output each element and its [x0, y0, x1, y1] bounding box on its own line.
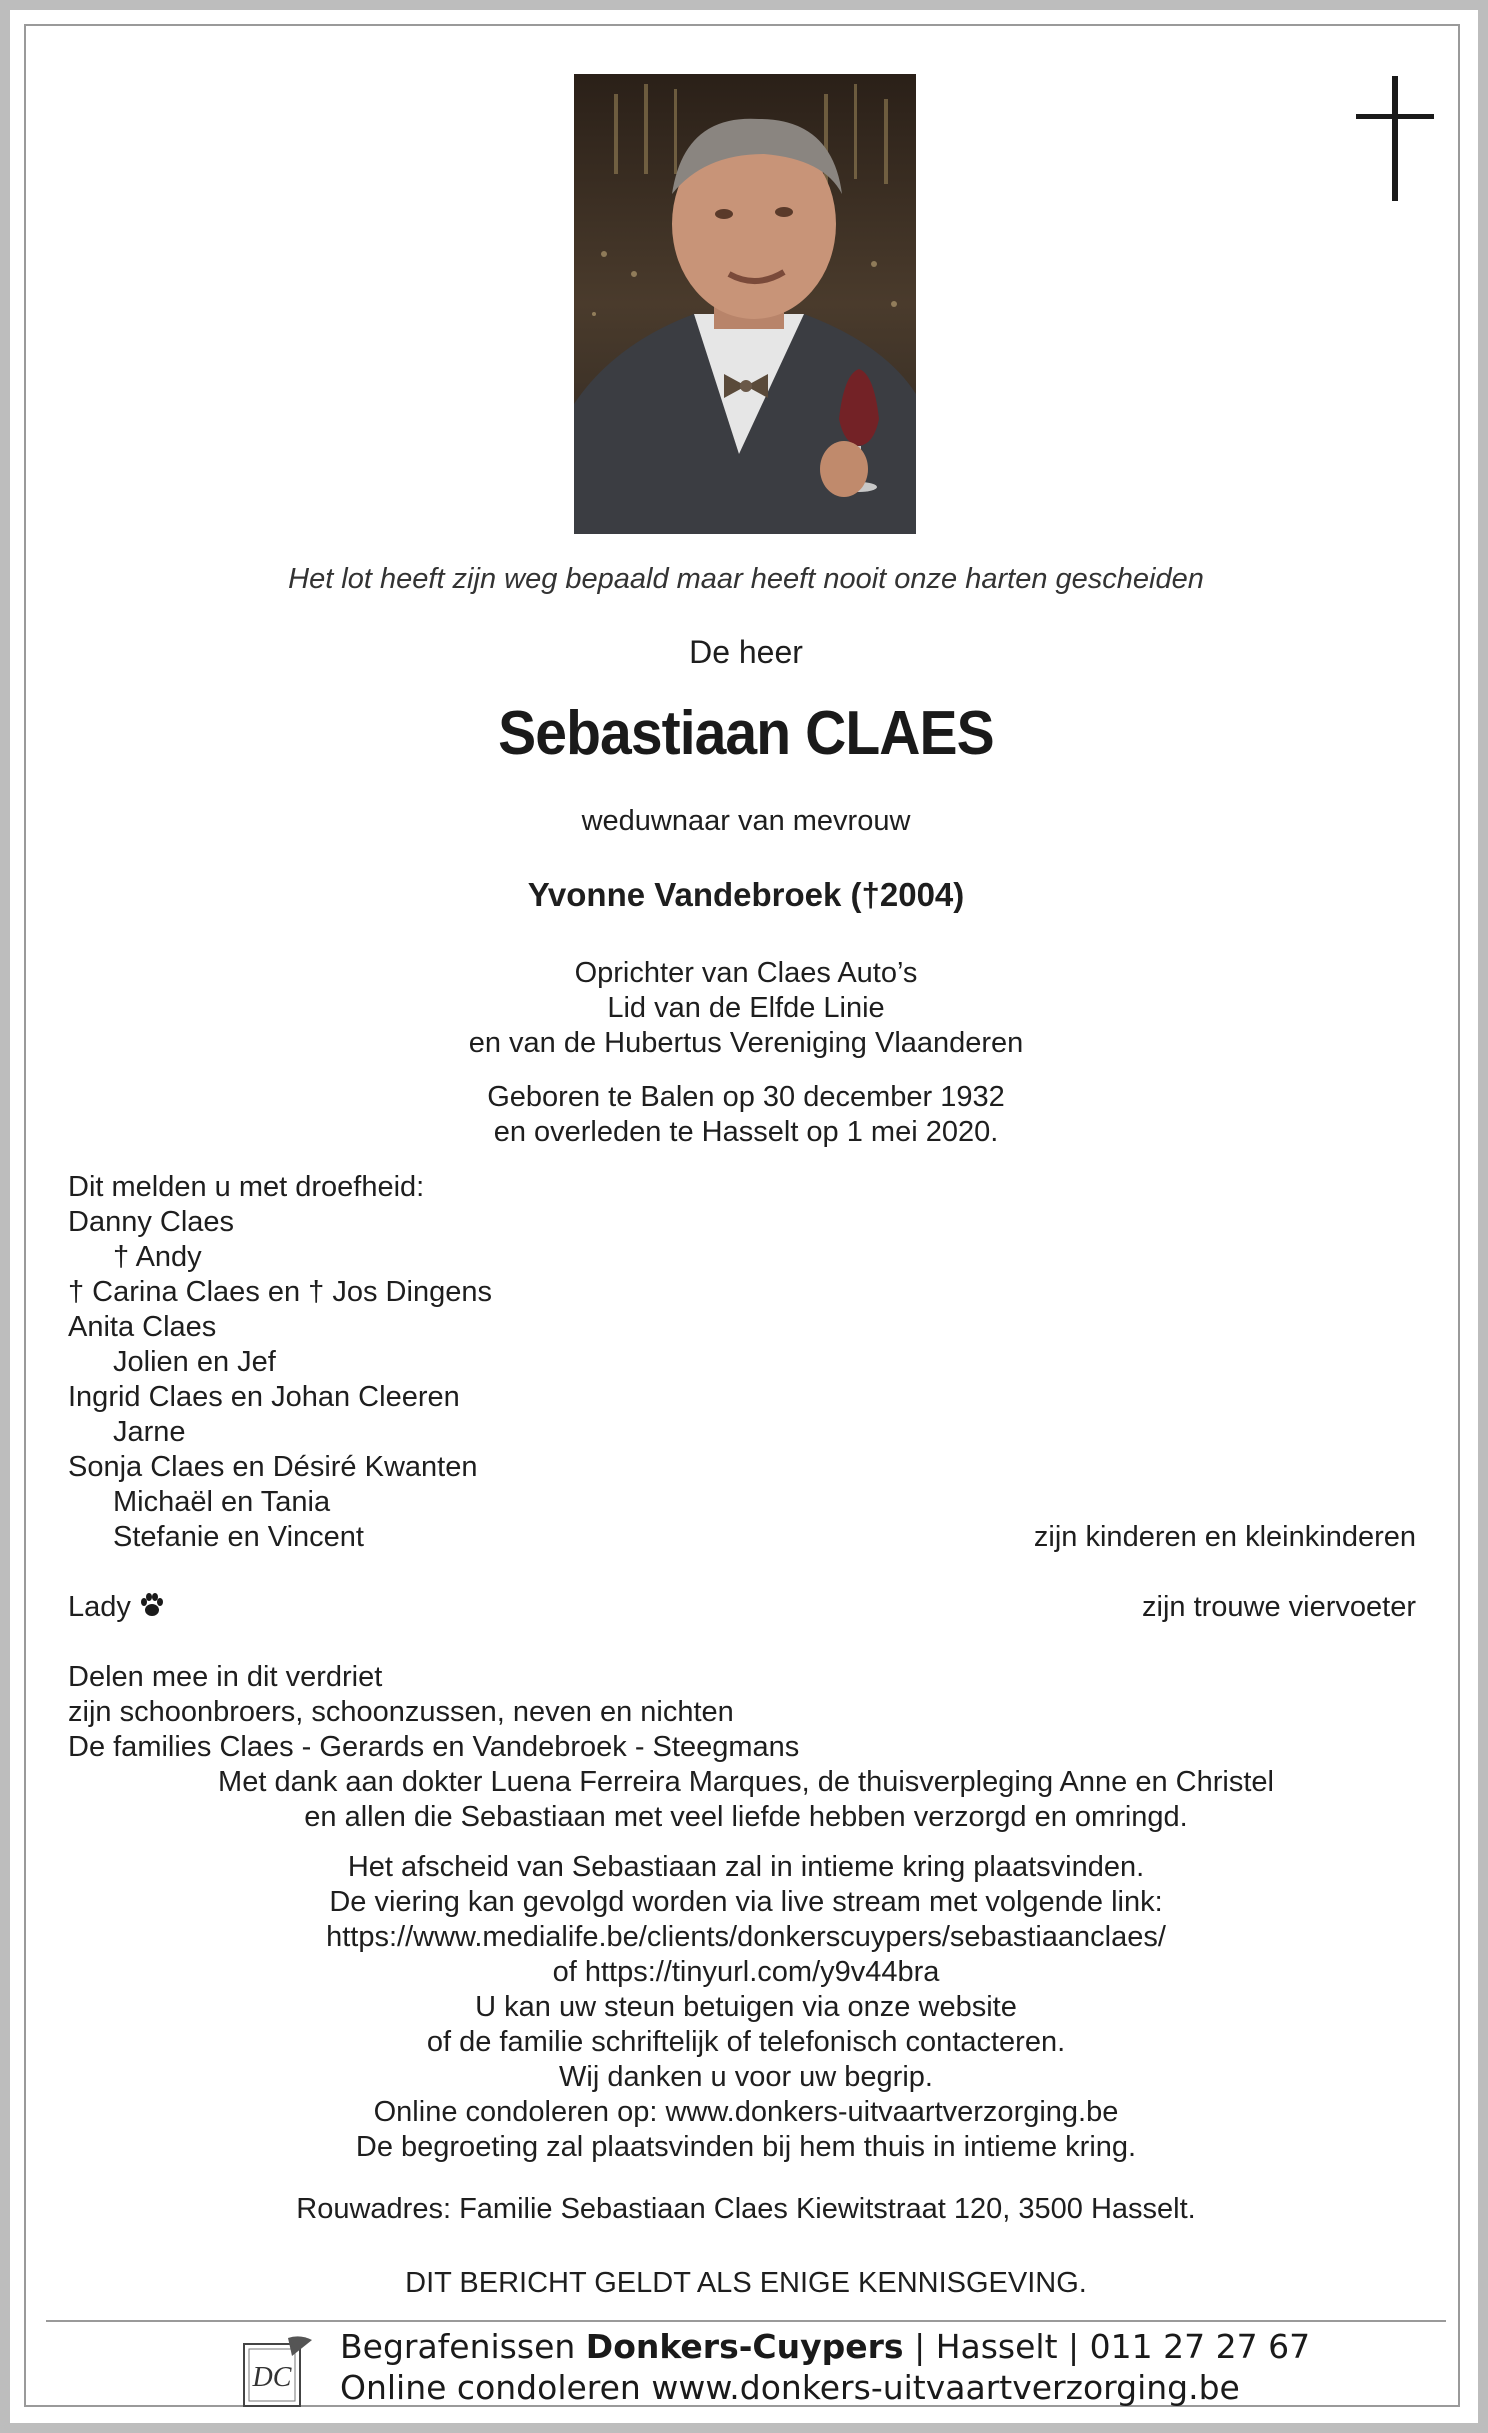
family-member: Sonja Claes en Désiré Kwanten: [68, 1451, 478, 1483]
family-member: Stefanie en Vincent: [113, 1521, 364, 1553]
footer-separator: |: [1068, 2327, 1080, 2366]
info-line: Online condoleren op: www.donkers-uitvaartverzorging.be: [373, 2096, 1119, 2128]
share-intro: Delen mee in dit verdriet: [68, 1661, 383, 1693]
footer-divider: [46, 2320, 1446, 2322]
family-member: Danny Claes: [68, 1206, 235, 1238]
share-block: [68, 1660, 799, 1765]
cross-icon: [1356, 76, 1436, 201]
info-line: of de familie schriftelijk of telefonisch contacteren.: [426, 2026, 1066, 2058]
address: Rouwadres: Familie Sebastiaan Claes Kiewitstraat 120, 3500 Hasselt.: [296, 2193, 1196, 2225]
family-relation: zijn kinderen en kleinkinderen: [1033, 1521, 1416, 1553]
role-line: Oprichter van Claes Auto’s: [574, 957, 918, 989]
info-line: Het afscheid van Sebastiaan zal in intieme kring plaatsvinden.: [347, 1851, 1145, 1883]
thanks-line: en allen die Sebastiaan met veel liefde hebben verzorgd en omringd.: [304, 1801, 1188, 1833]
family-member: Ingrid Claes en Johan Cleeren: [68, 1381, 460, 1413]
info-link[interactable]: https://www.medialife.be/clients/donkerscuypers/sebastiaanclaes/: [326, 1921, 1166, 1953]
role-line: Lid van de Elfde Linie: [607, 992, 885, 1024]
family-member: † Carina Claes en † Jos Dingens: [68, 1276, 492, 1308]
role-line: en van de Hubertus Vereniging Vlaanderen: [468, 1027, 1024, 1059]
portrait-illustration: [574, 74, 916, 534]
thanks-block: [26, 1765, 1466, 1835]
funeral-home-footer: [340, 2326, 1310, 2408]
life-dates: [26, 1080, 1466, 1150]
family-member: Jarne: [113, 1416, 186, 1448]
card-border: [24, 24, 1460, 2407]
share-line: De families Claes - Gerards en Vandebroek - Steegmans: [68, 1731, 800, 1763]
footer-line-2[interactable]: Online condoleren www.donkers-uitvaartverzorging.be: [340, 2368, 1240, 2407]
pet-name: Lady: [68, 1591, 131, 1623]
paw-icon: [139, 1592, 165, 1627]
company-logo: [238, 2334, 318, 2410]
roles: [26, 956, 1466, 1061]
logo-text: DC: [252, 2362, 292, 2393]
info-line: Wij danken u voor uw begrip.: [559, 2061, 933, 2093]
deceased-name: Sebastiaan CLAES: [498, 699, 994, 768]
share-line: zijn schoonbroers, schoonzussen, neven en nichten: [68, 1696, 734, 1728]
family-member: Anita Claes: [68, 1311, 217, 1343]
portrait-photo: [574, 74, 916, 534]
birth-line: Geboren te Balen op 30 december 1932: [487, 1081, 1005, 1113]
obituary-card: [10, 10, 1478, 2423]
widower-of: weduwnaar van mevrouw: [581, 805, 911, 837]
title: De heer: [689, 634, 803, 670]
family-member: Jolien en Jef: [113, 1346, 276, 1378]
family-member: † Andy: [113, 1241, 202, 1273]
footer-separator: |: [914, 2327, 926, 2366]
motto: Het lot heeft zijn weg bepaald maar heeft nooit onze harten gescheiden: [288, 563, 1204, 595]
info-line: De begroeting zal plaatsvinden bij hem thuis in intieme kring.: [355, 2131, 1137, 2163]
notice: DIT BERICHT GELDT ALS ENIGE KENNISGEVING.: [405, 2267, 1087, 2299]
info-line: De viering kan gevolgd worden via live stream met volgende link:: [329, 1886, 1163, 1918]
info-line: U kan uw steun betuigen via onze website: [475, 1991, 1017, 2023]
footer-phone: 011 27 27 67: [1089, 2327, 1311, 2366]
spouse-name: Yvonne Vandebroek (†2004): [527, 876, 965, 913]
info-block: [26, 1850, 1466, 2165]
family-member: Michaël en Tania: [113, 1486, 331, 1518]
footer-line-1: [340, 2326, 1310, 2367]
footer-company: Donkers-Cuypers: [585, 2327, 904, 2366]
footer-city: Hasselt: [935, 2327, 1058, 2366]
info-link[interactable]: of https://tinyurl.com/y9v44bra: [552, 1956, 940, 1988]
pet: [68, 1590, 165, 1627]
thanks-line: Met dank aan dokter Luena Ferreira Marques, de thuisverpleging Anne en Christel: [218, 1766, 1274, 1798]
footer-prefix: Begrafenissen: [340, 2327, 576, 2366]
family-list: [68, 1170, 492, 1555]
pet-relation: zijn trouwe viervoeter: [1142, 1591, 1416, 1623]
announce-intro: Dit melden u met droefheid:: [68, 1171, 425, 1203]
death-line: en overleden te Hasselt op 1 mei 2020.: [493, 1116, 999, 1148]
